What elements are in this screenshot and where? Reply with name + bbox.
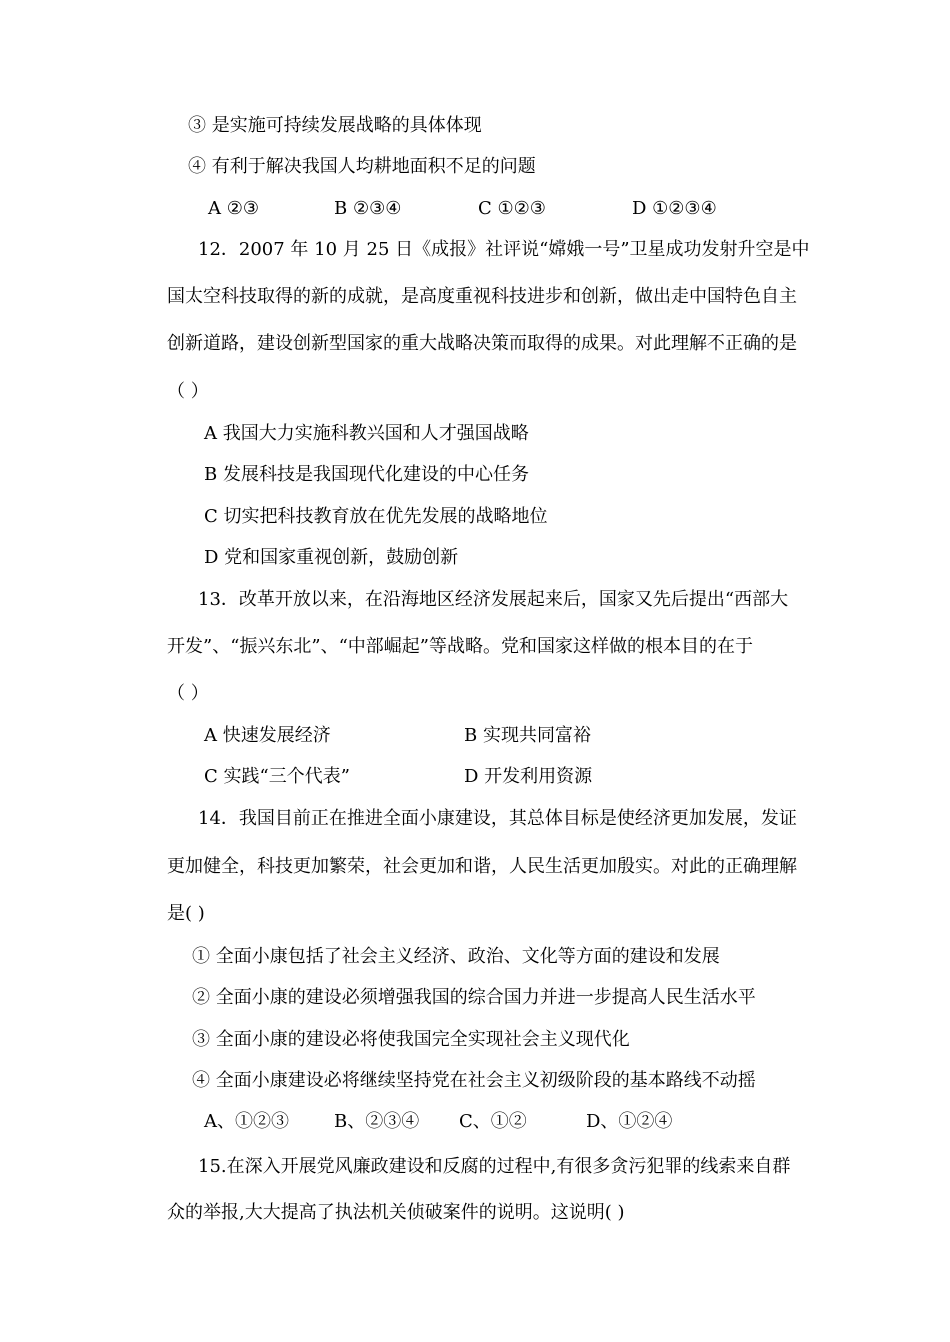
q12-stem-line-3: 创新道路，建设创新型国家的重大战略决策而取得的成果。对此理解不正确的是 [167, 333, 797, 354]
q13-option-d: D 开发利用资源 [464, 766, 593, 787]
q11-option-d: D ①②③④ [632, 198, 717, 219]
q14-stem-line-1: 14．我国目前正在推进全面小康建设，其总体目标是使经济更加发展，发证 [198, 808, 797, 829]
q11-item-4: ④ 有利于解决我国人均耕地面积不足的问题 [188, 156, 536, 177]
q12-option-d: D 党和国家重视创新，鼓励创新 [204, 547, 459, 568]
q13-option-c: C 实践“三个代表” [204, 766, 350, 787]
q14-option-a: A、①②③ [204, 1111, 289, 1132]
q14-stem-line-3: 是( ) [167, 903, 205, 924]
q14-item-1: ① 全面小康包括了社会主义经济、政治、文化等方面的建设和发展 [192, 946, 720, 967]
q15-stem-line-1: 15.在深入开展党风廉政建设和反腐的过程中,有很多贪污犯罪的线索来自群 [198, 1156, 791, 1177]
q14-option-b: B、②③④ [334, 1111, 420, 1132]
q11-option-c: C ①②③ [478, 198, 546, 219]
q15-stem-line-2: 众的举报,大大提高了执法机关侦破案件的说明。这说明( ) [167, 1202, 625, 1223]
q13-stem-line-2: 开发”、“振兴东北”、“中部崛起”等战略。党和国家这样做的根本目的在于 [167, 636, 754, 657]
q12-answer-paren: （ ） [167, 381, 209, 402]
q11-option-a: A ②③ [208, 198, 259, 219]
q13-answer-paren: （ ） [167, 683, 209, 704]
q14-option-d: D、①②④ [586, 1111, 673, 1132]
q12-option-a: A 我国大力实施科教兴国和人才强国战略 [204, 423, 529, 444]
q13-option-a: A 快速发展经济 [204, 725, 331, 746]
q11-option-b: B ②③④ [334, 198, 402, 219]
q14-stem-line-2: 更加健全，科技更加繁荣，社会更加和谐，人民生活更加殷实。对此的正确理解 [167, 856, 797, 877]
q12-stem-line-2: 国太空科技取得的新的成就，是高度重视科技进步和创新，做出走中国特色自主 [167, 286, 797, 307]
q12-option-b: B 发展科技是我国现代化建设的中心任务 [204, 464, 529, 485]
q13-option-b: B 实现共同富裕 [464, 725, 591, 746]
q12-option-c: C 切实把科技教育放在优先发展的战略地位 [204, 506, 548, 527]
q14-item-2: ② 全面小康的建设必须增强我国的综合国力并进一步提高人民生活水平 [192, 987, 756, 1008]
q14-option-c: C、①② [459, 1111, 527, 1132]
q12-stem-line-1: 12．2007 年 10 月 25 日《成报》社评说“嫦娥一号”卫星成功发射升空是中 [198, 239, 810, 260]
q13-stem-line-1: 13．改革开放以来，在沿海地区经济发展起来后，国家又先后提出“西部大 [198, 589, 789, 610]
q11-item-3: ③ 是实施可持续发展战略的具体体现 [188, 115, 482, 136]
q14-item-4: ④ 全面小康建设必将继续坚持党在社会主义初级阶段的基本路线不动摇 [192, 1070, 756, 1091]
q14-item-3: ③ 全面小康的建设必将使我国完全实现社会主义现代化 [192, 1029, 630, 1050]
